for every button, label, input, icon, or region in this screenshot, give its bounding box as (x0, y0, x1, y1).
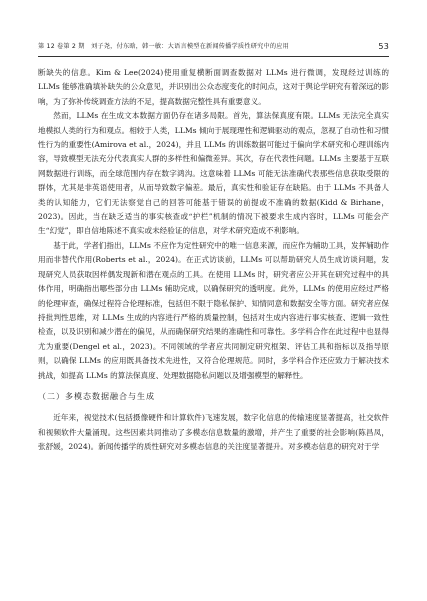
paragraph-limitations: 然而，LLMs 在生成文本数据方面仍存在诸多局限。首先，算法保真度有限。LLMs 无法完全真实地模拟人类的行为和观点。相较于人类，LLMs 倾向于展现理性和逻辑驱动的观点，忽视了自动性和习惯性行为的重要性(Amirova et al.，2024)，并且 LLMs 的训练数据可能过于偏向学术研究和心理训练内容，导致模型无法充分代表真实人群的多样性和偏微差异。其次，存在代表性问题。LLMs 主要基于互联网数据进行训练，而全球范围内存在数字鸿沟。这意味着 LLMs 可能无法准确代表那些信息获取受限的群体，尤其是非英语使用者，从而导致数字偏差。最后，真实性和验证存在缺陷。由于 LLMs 不具备人类的认知能力，它们无法察觉自己的回答可能基于错误的前提或不准确的数据(Kidd & Birhane，2023)。因此，当在缺乏适当的事实核查或“护栏”机制的情况下被要求生成内容时，LLMs 可能会产生“幻觉”，即自信地陈述不真实或未经验证的信息，对学术研究造成不利影响。 (38, 111, 389, 236)
paragraph-multimodal: 近年来，视觉技术(包括摄像硬件和计算软件)飞速发展，数字化信息的传输速度显著提高，社交软件和视频软件大量涌现。这些因素共同推动了多模态信息数量的激增，并产生了重要的社会影响(陈昌凤，张舒媛，2024)。新闻传播学的质性研究对多模态信息的关注度显著提升。对多模态信息的研究对于学 (38, 413, 389, 452)
article-body (38, 66, 389, 455)
section-heading: （二）多模态数据融合与生成 (38, 391, 155, 401)
header-rule (38, 56, 389, 57)
paragraph-continued: 断缺失的信息。Kim & Lee(2024)使用重复横断面调查数据对 LLMs 进行微调，发现经过训练的 LLMs 能够准确填补缺失的公众意见，并识别出公众态度变化的时间点，这对于舆论学研究有着深远的影响，为了弥补传统调查方法的不足，提高数据完整性具有重要意义。 (38, 68, 389, 106)
running-header (38, 40, 389, 54)
paragraph-recommendations: 基于此，学者们指出，LLMs 不应作为定性研究中的唯一信息来源，而应作为辅助工具，发挥辅助作用而非替代作用(Roberts et al.，2024)。在正式访谈前，LLMs 可以帮助研究人员生成访谈问题，发现研究人员获取因样偶发现新和潜在观点的工具。在使用 LLMs 时，研究者应公开其在研究过程中的具体作用，明确指出哪些部分由 LLMs 辅助完成，以确保研究的透明度。此外，LLMs 的使用应经过严格的伦理审查，确保过程符合伦理标准，包括但不限于隐私保护、知情同意和数据安全等方面。研究者应保持批判性思维，对 LLMs 生成的内容进行严格的质量控制，包括对生成内容进行事实核查、逻辑一致性检查，以及识别和减少潜在的偏见，从而确保研究结果的准确性和可靠性。多学科合作在此过程中也显得尤为重要(Dengel et al.，2023)。不同领域的学者应共同制定研究框架、评估工具和指标以及指导原则，以确保 LLMs 的应用既具备技术先进性，又符合伦理规范。同时，多学科合作还应致力于解决技术挑战，如提高 LLMs 的算法保真度、处理数据隐私问题以及增强模型的解释性。 (38, 240, 389, 380)
journal-citation: 第 12 卷第 2 期 刘子尧，付东晗，韩一敏：大语言模型在新闻传播学质性研究中的应用 (38, 43, 290, 50)
page-number: 53 (378, 42, 389, 51)
